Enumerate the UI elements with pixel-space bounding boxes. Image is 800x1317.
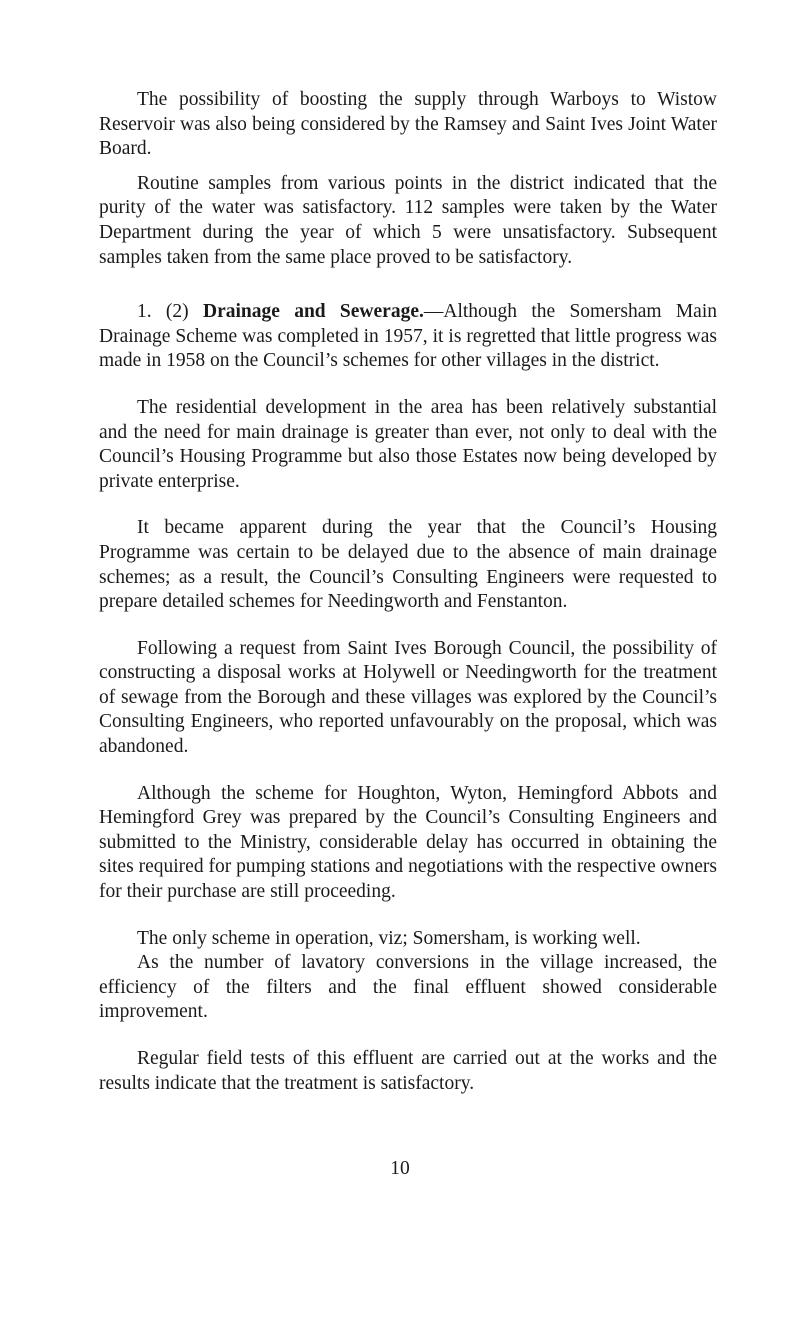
section-heading: Drainage and Sewerage.: [202, 301, 424, 323]
paragraph-residential-development: The residential development in the area has been relatively substantial and the need for main drainage is greater than ever, not only to deal with the Council’s Housing Programme but also those Estates now being developed by private enterprise.: [99, 396, 717, 492]
paragraph-field-tests: Regular field tests of this effluent are carried out at the works and the results indicate that the treatment is satisfactory.: [99, 1048, 717, 1094]
paragraph-routine-samples: Routine samples from various points in the district indicated that the purity of the water was satisfactory. 112 samples were taken by the Water Department during the year of which 5 were unsatisfactory. Subsequent samples taken from the same place proved to be satisfactory.: [99, 172, 717, 268]
paragraph-houghton-scheme: Although the scheme for Houghton, Wyton, Hemingford Abbots and Hemingford Grey was prepared by the Council’s Consulting Engineers and submitted to the Ministry, considerable delay has occurred in obtaining the sites required for pumping stations and negotiations with the respective owners for their purchase are still proceeding.: [99, 782, 717, 903]
page-number: 10: [390, 1158, 410, 1179]
section-lead-text: —Although the Somersham Main Drainage Scheme was completed in 1957, it is regretted that little progress was made in 1958 on the Council’s schemes for other villages in the district.: [99, 301, 717, 372]
paragraph-lavatory-conversions: As the number of lavatory conversions in the village increased, the efficiency of the filters and the final effluent showed considerable improvement.: [99, 952, 717, 1023]
paragraph-somersham-operation: The only scheme in operation, viz; Somersham, is working well.: [137, 927, 641, 949]
paragraph-housing-delay: It became apparent during the year that the Council’s Housing Programme was certain to be delayed due to the absence of main drainage schemes; as a result, the Council’s Consulting Engineers were requested to prepare detailed schemes for Needingworth and Fenstanton.: [99, 517, 717, 613]
section-number: 1. (2): [137, 301, 189, 323]
paragraph-borough-request: Following a request from Saint Ives Borough Council, the possibility of constructing a disposal works at Holywell or Needingworth for the treatment of sewage from the Borough and these villages was explored by the Council’s Consulting Engineers, who reported unfavourably on the proposal, which was abandoned.: [99, 637, 717, 758]
document-page: [99, 88, 717, 1096]
paragraph-water-supply-boost: The possibility of boosting the supply through Warboys to Wistow Reservoir was also being considered by the Ramsey and Saint Ives Joint Water Board.: [99, 89, 717, 160]
paragraph-drainage-intro: [99, 300, 717, 374]
